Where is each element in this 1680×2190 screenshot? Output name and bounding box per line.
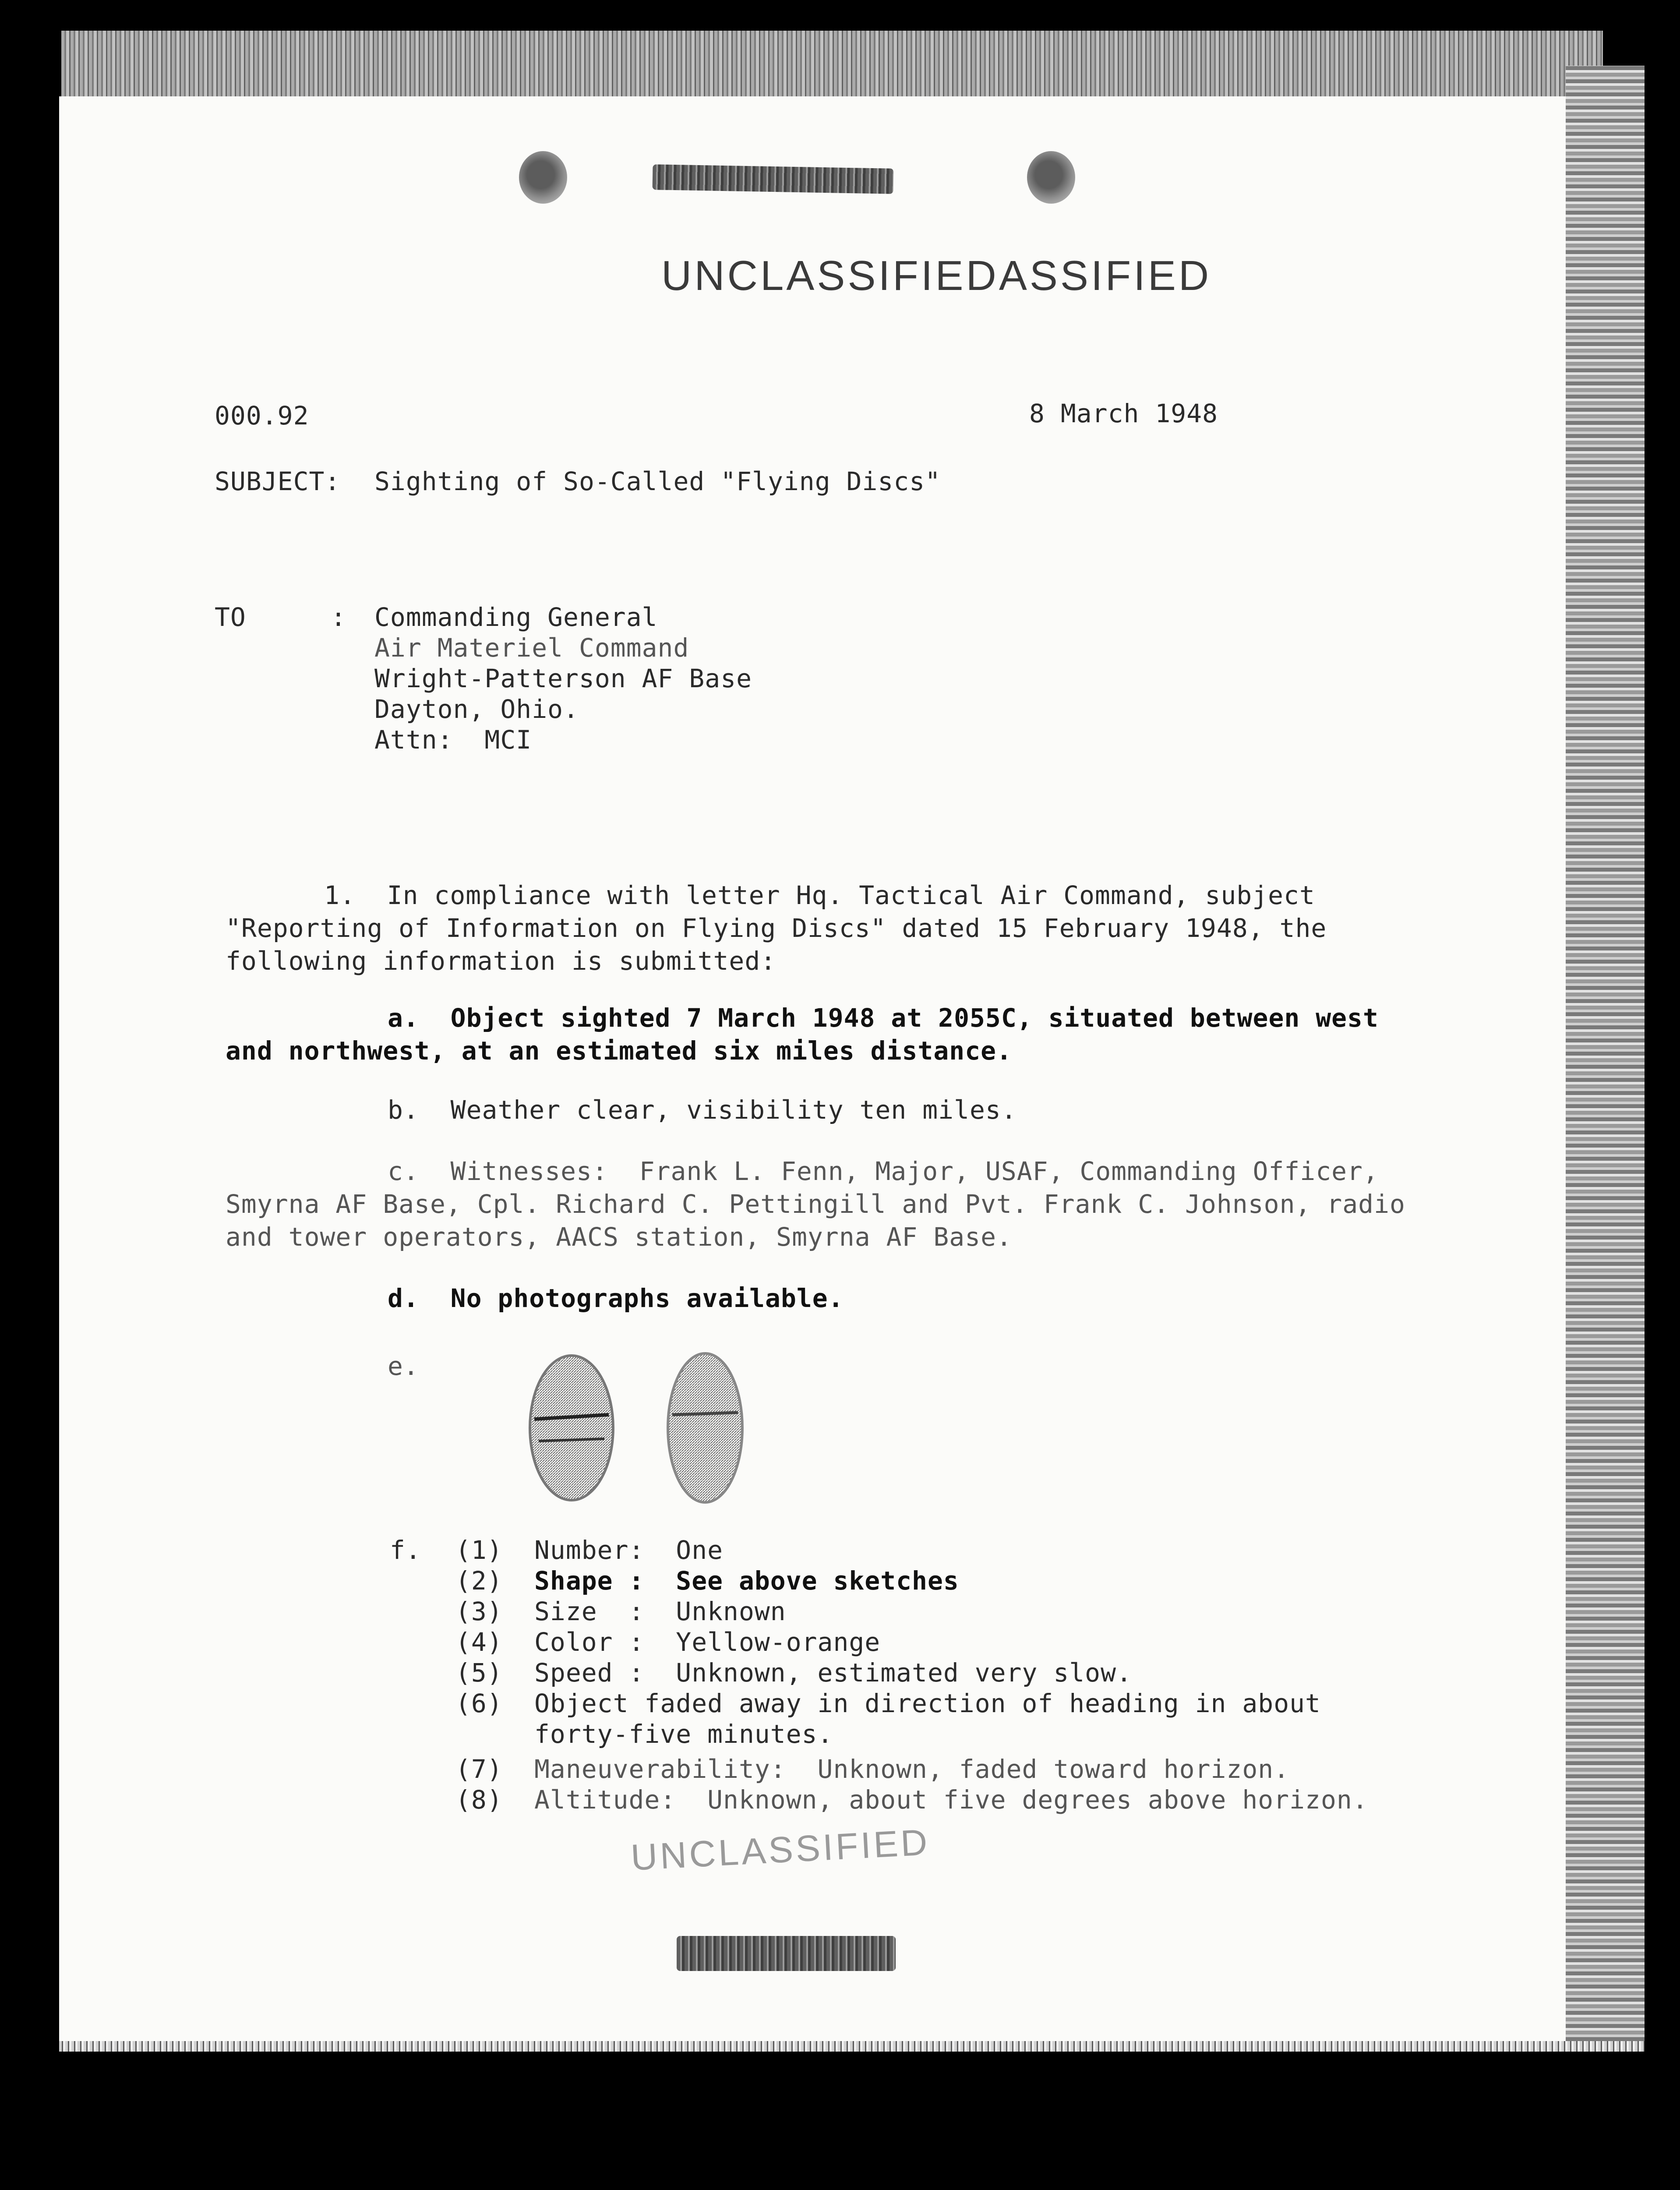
punch-hole-right [1027,151,1075,204]
sketch-object-2 [668,1353,742,1502]
file-number: 000.92 [215,401,309,431]
detail-number: (8) [455,1785,503,1815]
sketch-object-1 [530,1356,613,1500]
addressee-line: Commanding General [374,602,658,632]
detail-text: forty-five minutes. [534,1719,833,1749]
item-line: a. Object sighted 7 March 1948 at 2055C, situated between west [388,1003,1379,1033]
detail-number: (6) [455,1688,503,1718]
detail-number: (2) [455,1566,503,1596]
punch-hole-left [519,151,567,204]
classification-stamp-top: UNCLASSIFIEDASSIFIED [661,252,1212,299]
scan-border-right [1566,66,1645,2041]
classification-stamp-bottom: UNCLASSIFIED [629,1821,931,1878]
detail-text: Number: One [534,1535,724,1565]
item-line: c. Witnesses: Frank L. Fenn, Major, USAF, Commanding Officer, [388,1156,1379,1186]
addressee-line: Dayton, Ohio. [374,694,579,724]
document-date: 8 March 1948 [1029,399,1218,428]
item-b: b. Weather clear, visibility ten miles. [388,1095,1017,1125]
detail-text: Object faded away in direction of heading in about [534,1688,1321,1718]
detail-label: f. [390,1535,421,1565]
detail-number: (5) [455,1658,503,1688]
item-line: and tower operators, AACS station, Smyrna AF Base. [226,1222,1012,1252]
to-label: TO [215,602,246,632]
paragraph-line: following information is submitted: [226,946,776,976]
item-line: and northwest, at an estimated six miles distance. [226,1036,1012,1066]
detail-text: Size : Unknown [534,1597,786,1626]
detail-number: (7) [455,1754,503,1784]
detail-number: (3) [455,1597,503,1626]
detail-text: Shape : See above sketches [534,1566,959,1596]
document-page [59,96,1566,2041]
detail-text: Speed : Unknown, estimated very slow. [534,1658,1132,1688]
detail-number: (1) [455,1535,503,1565]
detail-text: Maneuverability: Unknown, faded toward horizon. [534,1754,1290,1784]
paragraph-line: "Reporting of Information on Flying Discs" dated 15 February 1948, the [226,913,1327,943]
to-colon: : [331,602,346,632]
item-line: Smyrna AF Base, Cpl. Richard C. Pettingill and Pvt. Frank C. Johnson, radio [226,1189,1405,1219]
addressee-line: Attn: MCI [374,725,532,755]
item-d: d. No photographs available. [388,1283,844,1313]
subject-label: SUBJECT: [215,466,341,496]
object-sketches [521,1349,766,1507]
detail-number: (4) [455,1627,503,1657]
paragraph-line: 1. In compliance with letter Hq. Tactical Air Command, subject [324,880,1315,910]
detail-text: Color : Yellow-orange [534,1627,881,1657]
scan-border-bottom [59,2041,1645,2052]
detail-text: Altitude: Unknown, about five degrees above horizon. [534,1785,1368,1815]
addressee-line: Wright-Patterson AF Base [374,664,752,693]
redaction-bar-top [653,164,894,194]
addressee-line: Air Materiel Command [374,633,689,663]
item-e: e. [388,1351,419,1381]
subject-line: Sighting of So-Called "Flying Discs" [374,466,941,496]
redaction-bar-bottom [677,1936,896,1971]
